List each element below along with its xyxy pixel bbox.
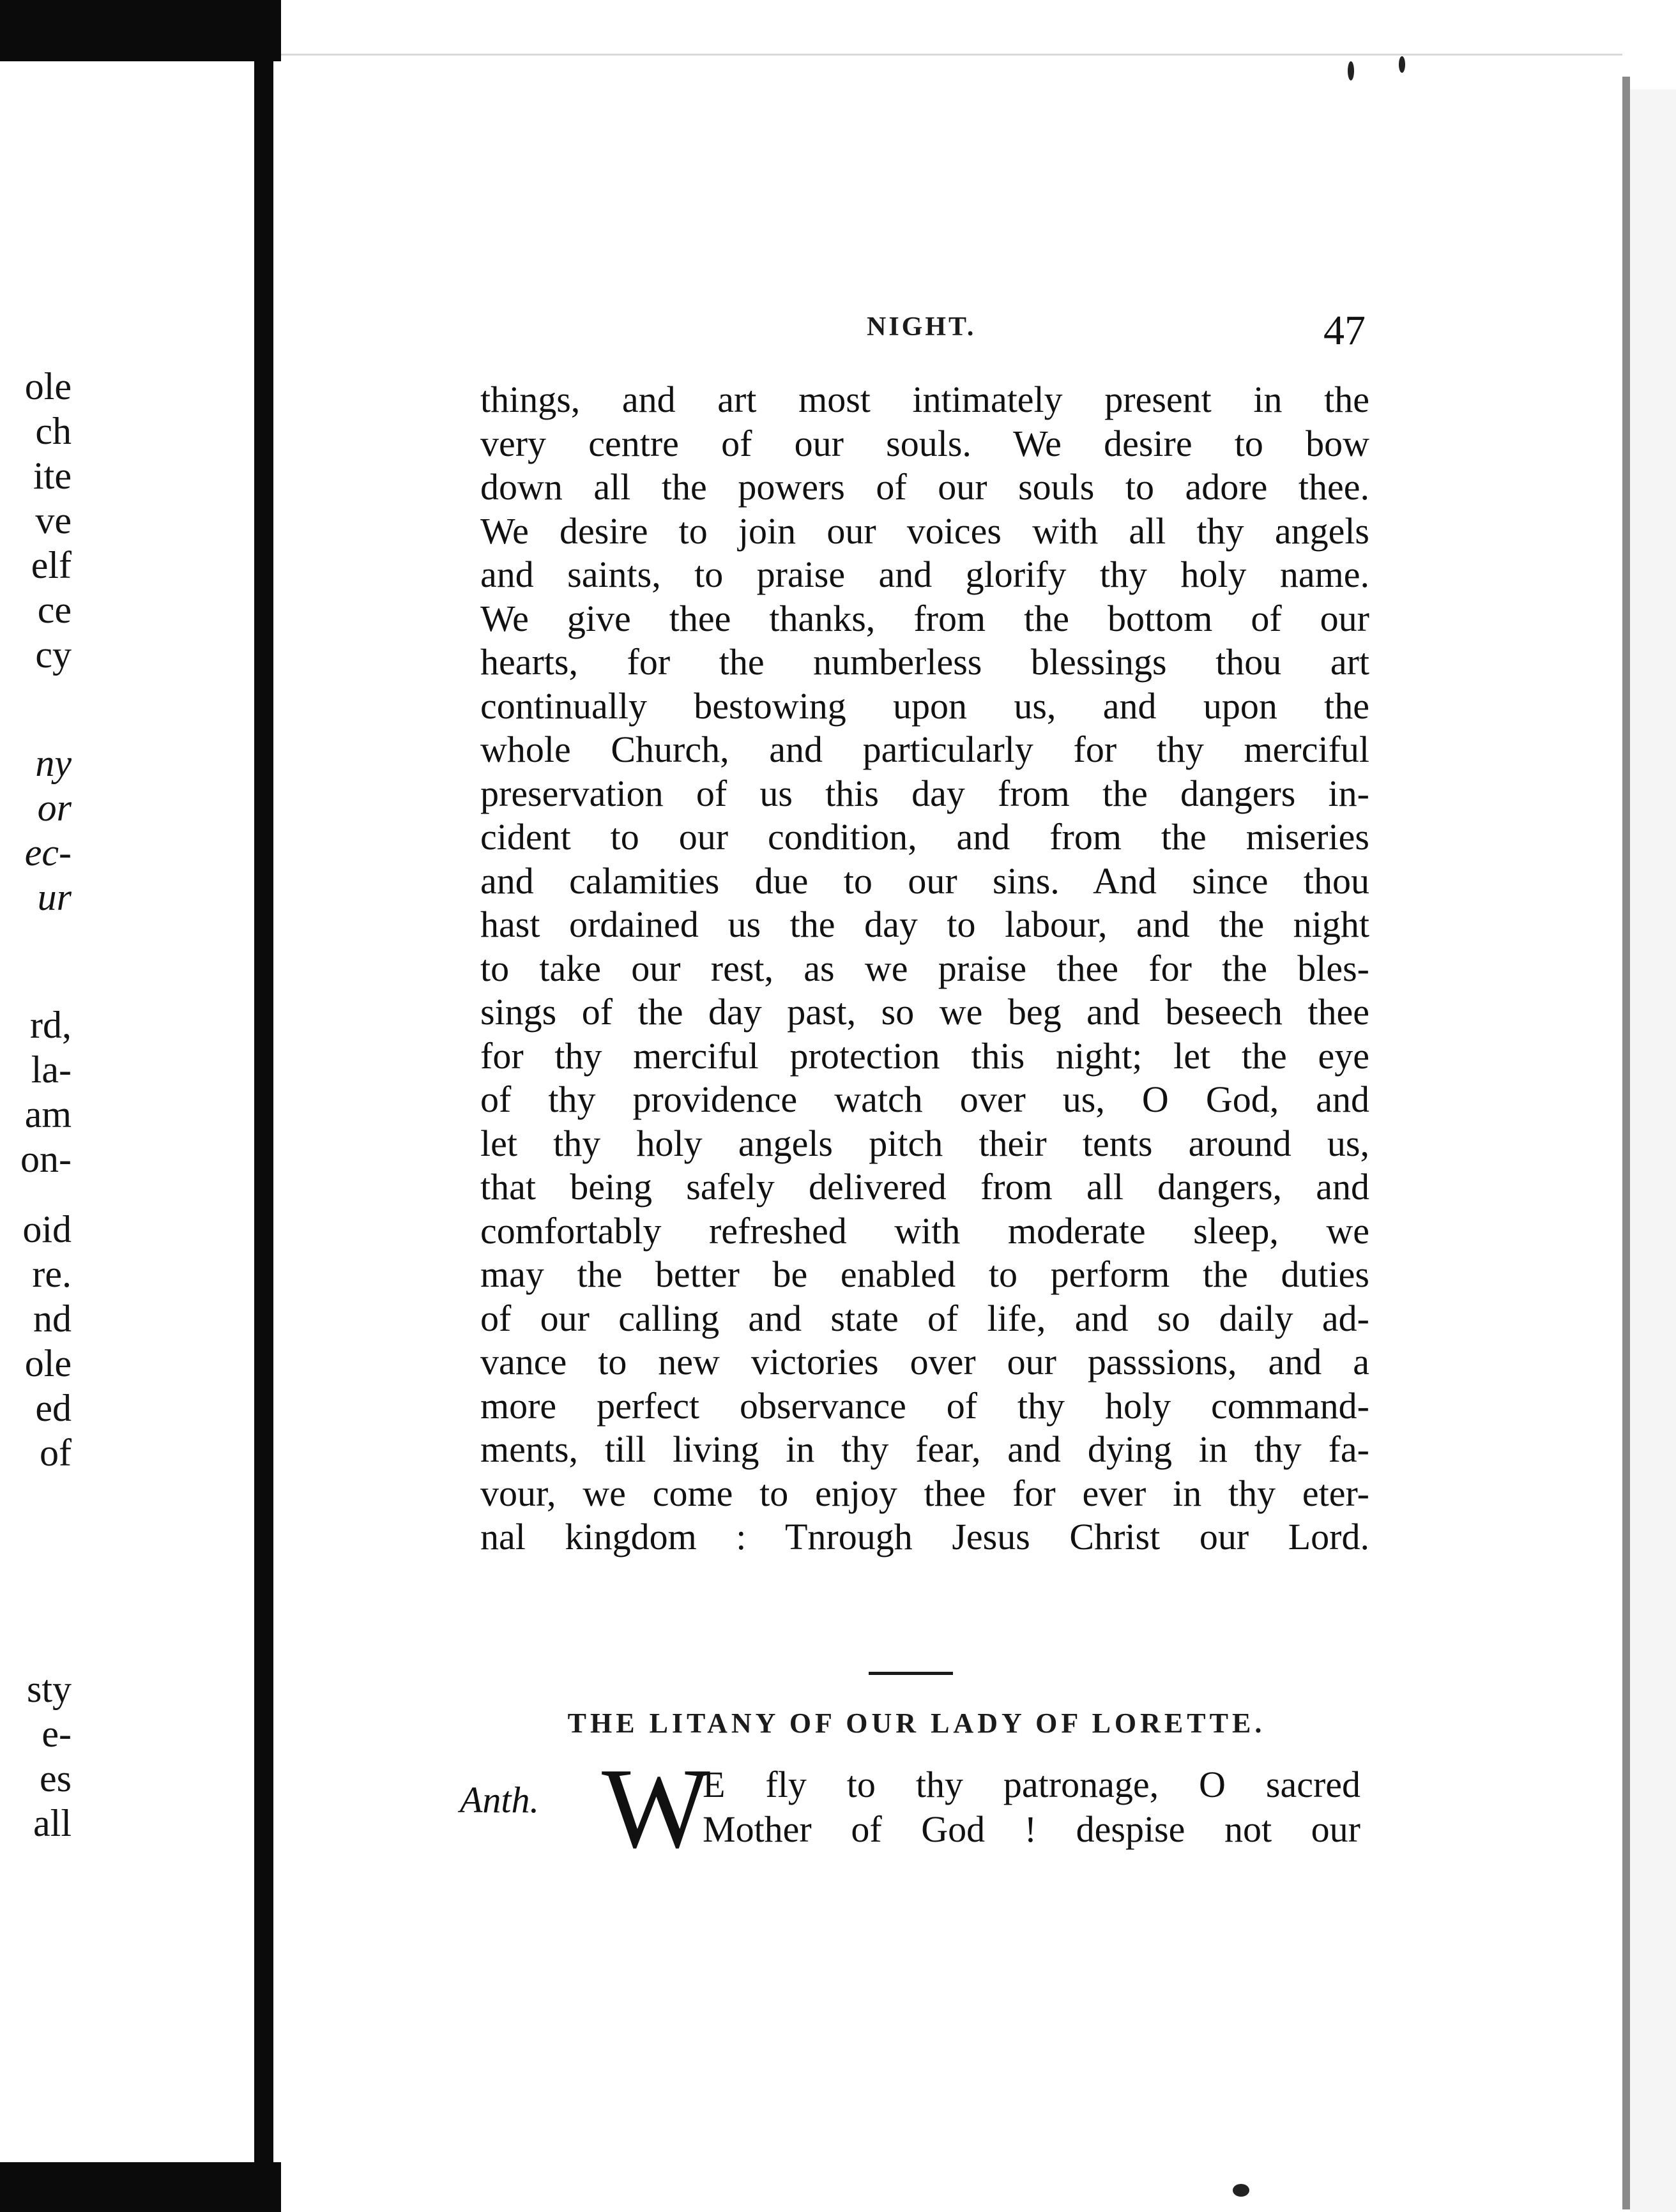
text-line: for thy merciful protection this night; let the eye xyxy=(480,1034,1369,1077)
left-page-fragment: or xyxy=(37,787,72,829)
text-line: nal kingdom : Tnrough Jesus Christ our Lord. xyxy=(480,1516,1369,1557)
anthem-text xyxy=(703,1762,1360,1852)
text-line: may the better be enabled to perform the duties xyxy=(480,1254,1369,1295)
text-line: and saints, to praise and glorify thy holy name. xyxy=(480,554,1369,595)
left-page-fragment: es xyxy=(40,1757,72,1799)
left-page-fragment: ve xyxy=(35,499,72,542)
page-number: 47 xyxy=(1323,307,1366,354)
text-line: more perfect observance of thy holy command- xyxy=(480,1384,1369,1427)
text-line: preservation of us this day from the dangers in- xyxy=(480,772,1369,814)
left-page-fragment: on- xyxy=(20,1138,72,1180)
scan-border-top xyxy=(0,0,281,61)
left-page-fragment: la- xyxy=(31,1049,72,1091)
drop-cap: W xyxy=(602,1745,710,1872)
text-line: let thy holy angels pitch their tents around us, xyxy=(480,1122,1369,1164)
prayer-body-text xyxy=(480,378,1369,1559)
text-line: sings of the day past, so we beg and beseech thee xyxy=(480,991,1369,1033)
ink-speck xyxy=(1399,56,1405,73)
left-page-fragment: elf xyxy=(31,544,72,586)
text-line: We desire to join our voices with all thy angels xyxy=(480,510,1369,552)
text-line: vour, we come to enjoy thee for ever in thy eter- xyxy=(480,1472,1369,1514)
left-page-fragment: rd, xyxy=(30,1004,72,1046)
left-page-fragment: ce xyxy=(37,589,72,631)
text-line: continually bestowing upon us, and upon the xyxy=(480,685,1369,727)
left-page-fragment: ec- xyxy=(24,831,72,874)
left-page-fragment: ur xyxy=(37,876,72,918)
left-page-fragment: re. xyxy=(32,1253,72,1295)
left-page-fragment: ole xyxy=(24,1342,72,1384)
text-line: hast ordained us the day to labour, and the night xyxy=(480,904,1369,945)
text-line: down all the powers of our souls to adore thee. xyxy=(480,466,1369,508)
text-line: that being safely delivered from all dangers, and xyxy=(480,1166,1369,1208)
gutter-border xyxy=(254,61,273,2212)
page-edge-right xyxy=(1622,77,1630,2209)
page-edge-shadow xyxy=(1630,89,1676,2212)
left-page-fragment: ch xyxy=(35,410,72,452)
left-page-fragment: ole xyxy=(24,365,72,407)
ink-speck xyxy=(1233,2184,1249,2197)
section-divider xyxy=(869,1672,953,1675)
left-page-fragment: oid xyxy=(22,1208,72,1250)
litany-title: THE LITANY OF OUR LADY OF LORETTE. xyxy=(567,1708,1266,1739)
anthem-line: E fly to thy patronage, O sacred xyxy=(703,1764,1360,1805)
text-line: very centre of our souls. We desire to bow xyxy=(480,422,1369,464)
scan-border-bottom xyxy=(0,2162,281,2212)
text-line: hearts, for the numberless blessings thou art xyxy=(480,641,1369,683)
anthem-line: Mother of God ! despise not our xyxy=(703,1808,1360,1850)
left-page-fragment: cy xyxy=(35,633,72,676)
left-page-fragment: e- xyxy=(42,1713,72,1755)
ink-speck xyxy=(1348,61,1354,80)
text-line: things, and art most intimately present in the xyxy=(480,379,1369,420)
running-title: NIGHT. xyxy=(867,312,977,342)
left-page-fragment: nd xyxy=(33,1298,72,1340)
text-line: ments, till living in thy fear, and dying in thy fa- xyxy=(480,1428,1369,1470)
text-line: of our calling and state of life, and so daily ad- xyxy=(480,1297,1369,1339)
page-top-edge xyxy=(281,54,1622,56)
text-line: cident to our condition, and from the miseries xyxy=(480,816,1369,858)
left-page-fragment: ny xyxy=(35,742,72,784)
text-line: to take our rest, as we praise thee for the bles- xyxy=(480,947,1369,989)
text-line: comfortably refreshed with moderate sleep, we xyxy=(480,1209,1369,1252)
left-page-fragment: of xyxy=(40,1432,72,1474)
left-page-fragment: am xyxy=(24,1093,72,1135)
left-page-fragment: sty xyxy=(26,1668,72,1710)
left-page-fragment: ite xyxy=(33,455,72,497)
left-page-fragment: all xyxy=(33,1802,72,1844)
text-line: and calamities due to our sins. And since thou xyxy=(480,860,1369,902)
left-page-fragment: ed xyxy=(35,1387,72,1429)
text-line: of thy providence watch over us, O God, and xyxy=(480,1079,1369,1120)
anthem-label: Anth. xyxy=(460,1779,540,1821)
text-line: We give thee thanks, from the bottom of our xyxy=(480,597,1369,639)
text-line: vance to new victories over our passsions, and a xyxy=(480,1341,1369,1382)
text-line: whole Church, and particularly for thy merciful xyxy=(480,729,1369,770)
